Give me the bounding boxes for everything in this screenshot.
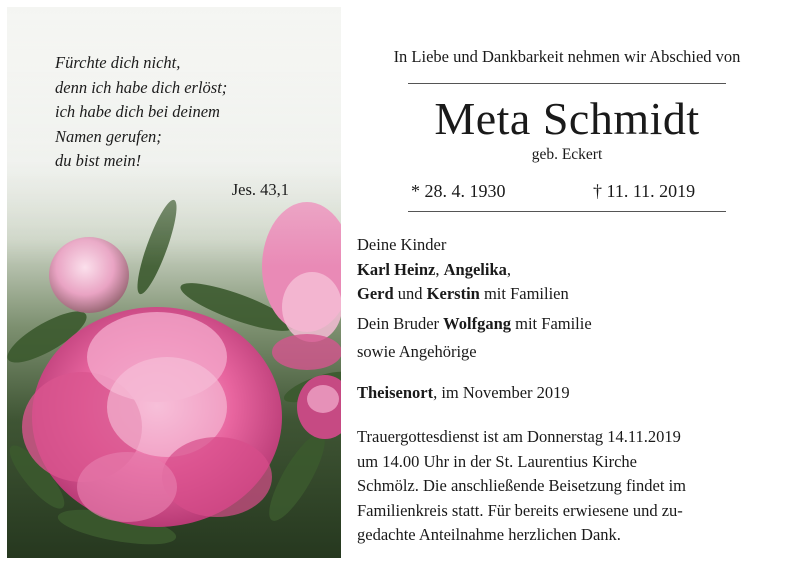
peony-photo xyxy=(7,7,341,558)
verse-reference: Jes. 43,1 xyxy=(231,180,289,199)
brother-line: Dein Bruder Wolfgang mit Familie xyxy=(357,313,592,333)
notice-date: , im November 2019 xyxy=(433,383,570,402)
place-date-line xyxy=(357,381,570,406)
verse-line: Namen gerufen; xyxy=(55,126,162,146)
relatives-line: sowie Angehörige xyxy=(357,342,477,361)
birth-date: * 28. 4. 1930 xyxy=(411,181,506,201)
service-line: Schmölz. Die anschließende Beisetzung findet im xyxy=(357,476,686,495)
deceased-name: Meta Schmidt xyxy=(434,93,700,144)
service-line: Trauergottesdienst ist am Donnerstag 14.11.2019 xyxy=(357,427,681,446)
intro-line: In Liebe und Dankbarkeit nehmen wir Abschied von xyxy=(393,47,741,66)
bible-verse xyxy=(55,51,295,174)
brother-name: Wolfgang xyxy=(443,313,512,333)
service-line: um 14.00 Uhr in der St. Laurentius Kirche xyxy=(357,451,637,471)
verse-line: denn ich habe dich erlöst; xyxy=(55,77,228,97)
child-name: Kerstin xyxy=(426,284,480,303)
birth-name: geb. Eckert xyxy=(531,146,603,163)
children-line-2: Gerd und Kerstin mit Familien xyxy=(357,284,569,303)
service-info xyxy=(357,425,686,548)
top-divider xyxy=(408,83,726,84)
child-name: Gerd xyxy=(357,284,394,303)
children-label: Deine Kinder xyxy=(357,235,447,254)
service-line: gedachte Anteilnahme herzlichen Dank. xyxy=(357,525,621,544)
verse-line: du bist mein! xyxy=(55,151,142,170)
child-name: Karl Heinz xyxy=(357,259,436,279)
children-line-1: Karl Heinz, Angelika, xyxy=(357,259,511,279)
verse-line: Fürchte dich nicht, xyxy=(55,53,181,72)
place-name: Theisenort xyxy=(357,383,434,402)
child-name: Angelika xyxy=(443,259,507,279)
death-date: † 11. 11. 2019 xyxy=(593,181,696,201)
bottom-divider xyxy=(408,211,726,212)
service-line: Familienkreis statt. Für bereits erwiesene und zu- xyxy=(357,500,683,520)
verse-line: ich habe dich bei deinem xyxy=(55,102,220,121)
mourners-list xyxy=(357,233,592,365)
notice-text-panel xyxy=(341,7,793,558)
